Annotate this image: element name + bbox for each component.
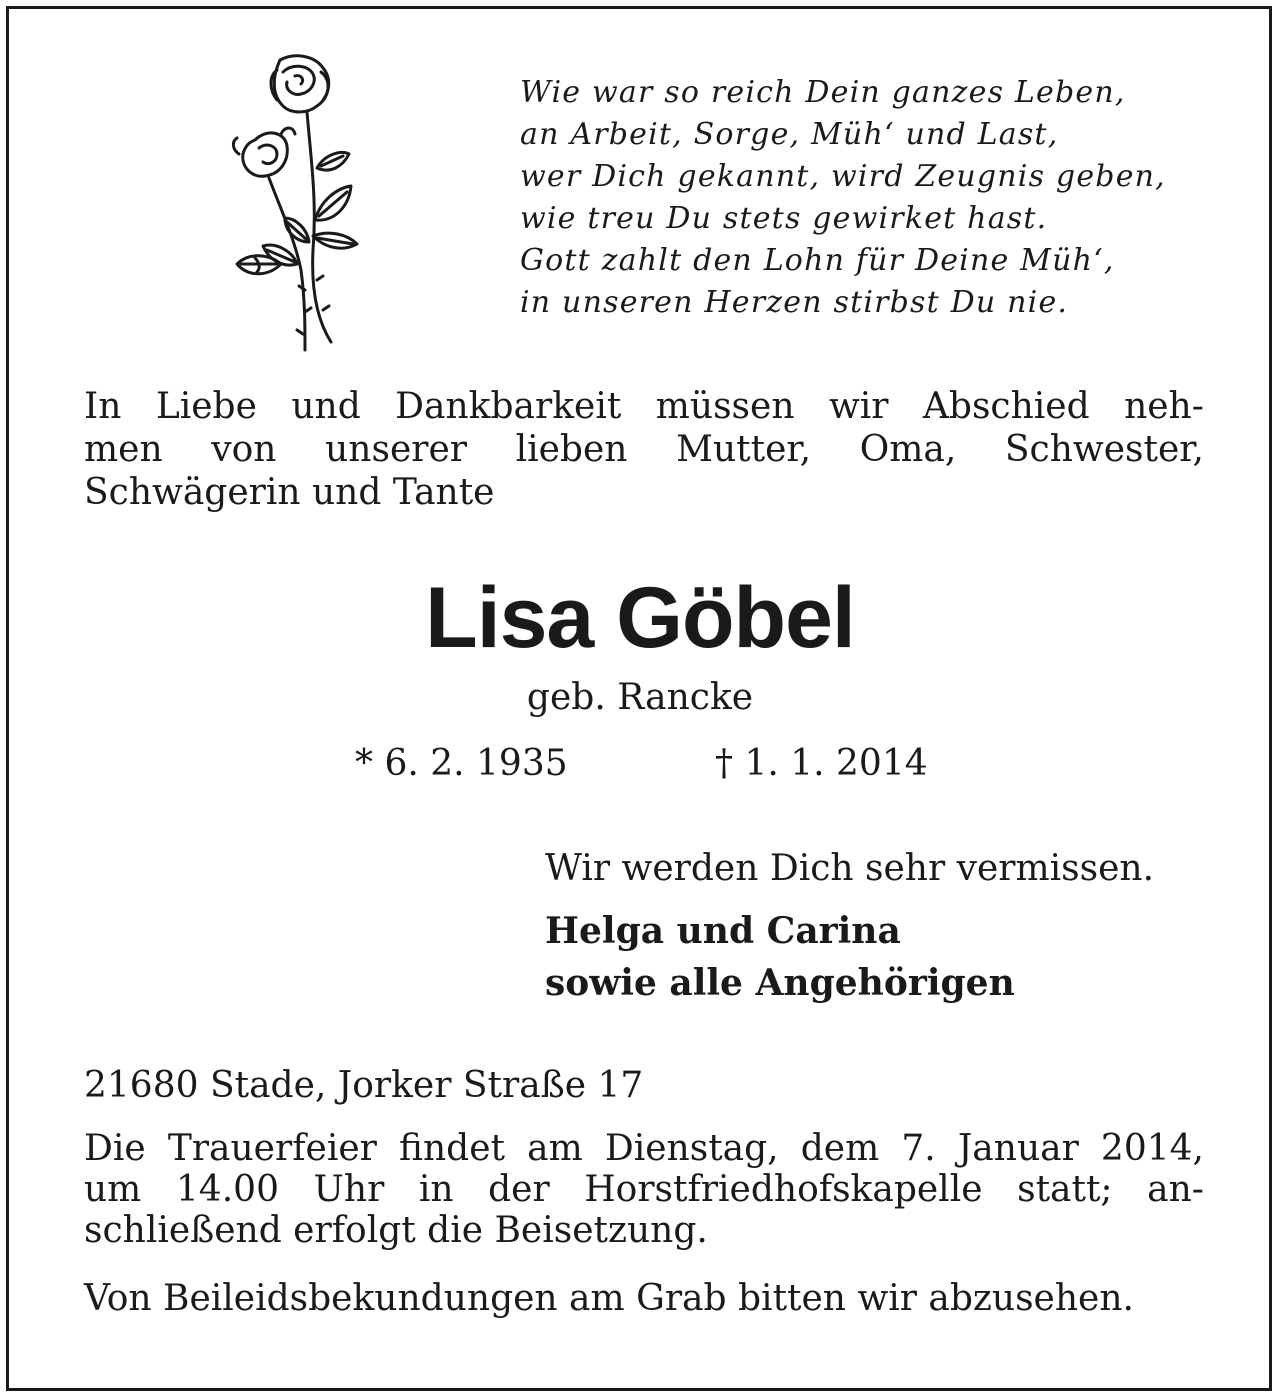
word: der — [488, 1169, 550, 1210]
signer-line: sowie alle Angehörigen — [545, 962, 1015, 1004]
word: und — [291, 386, 361, 427]
word: unserer — [325, 429, 467, 470]
intro-line-2 — [84, 428, 1204, 471]
birth-date: * 6. 2. 1935 — [355, 743, 568, 784]
word: Uhr — [313, 1169, 385, 1210]
address: 21680 Stade, Jorker Straße 17 — [84, 1065, 644, 1106]
poem-line: in unseren Herzen stirbst Du nie. — [520, 285, 1069, 320]
service-line-2 — [84, 1169, 1204, 1210]
word: Mutter, — [676, 429, 812, 470]
word: 2014, — [1100, 1128, 1204, 1169]
poem-line: wer Dich gekannt, wird Zeugnis geben, — [520, 159, 1166, 194]
word: 7. — [901, 1128, 936, 1169]
word: 14.00 — [175, 1169, 279, 1210]
word: Horstfriedhofskapelle — [584, 1169, 983, 1210]
word: am — [527, 1128, 583, 1169]
intro-paragraph — [84, 385, 1204, 514]
deceased-name: Lisa Göbel — [425, 570, 855, 666]
signers — [545, 905, 1015, 1009]
word: neh- — [1124, 386, 1204, 427]
poem-line: an Arbeit, Sorge, Müh‘ und Last, — [520, 117, 1059, 152]
word: von — [211, 429, 277, 470]
poem-line: Gott zahlt den Lohn für Deine Müh‘, — [520, 243, 1115, 278]
word: an- — [1147, 1169, 1204, 1210]
death-date: † 1. 1. 2014 — [715, 743, 928, 784]
word: Schwester, — [1004, 429, 1204, 470]
word: Trauerfeier — [167, 1128, 377, 1169]
word: wir — [828, 386, 889, 427]
poem-line: Wie war so reich Dein ganzes Leben, — [520, 75, 1126, 110]
word: um — [84, 1169, 142, 1210]
word: men — [84, 429, 163, 470]
word: müssen — [655, 386, 795, 427]
word: dem — [800, 1128, 880, 1169]
intro-line-3: Schwägerin und Tante — [84, 472, 495, 513]
word: Dankbarkeit — [395, 386, 622, 427]
word: Januar — [957, 1128, 1079, 1169]
service-line-3: schließend erfolgt die Beisetzung. — [84, 1210, 708, 1251]
rose-icon — [225, 50, 365, 360]
service-paragraph — [84, 1128, 1204, 1251]
word: lieben — [515, 429, 628, 470]
word: Dienstag, — [604, 1128, 779, 1169]
poem — [520, 72, 1240, 324]
word: Die — [84, 1128, 146, 1169]
word: In — [84, 386, 122, 427]
condolence-request: Von Beileidsbekundungen am Grab bitten wir abzusehen. — [84, 1278, 1134, 1319]
service-line-1 — [84, 1128, 1204, 1169]
signer-line: Helga und Carina — [545, 910, 901, 952]
farewell-message: Wir werden Dich sehr vermissen. — [545, 848, 1155, 889]
poem-line: wie treu Du stets gewirket hast. — [520, 201, 1048, 236]
word: Liebe — [155, 386, 257, 427]
word: in — [418, 1169, 454, 1210]
word: Oma, — [859, 429, 957, 470]
birth-name: geb. Rancke — [526, 677, 754, 718]
word: findet — [398, 1128, 505, 1169]
word: statt; — [1017, 1169, 1113, 1210]
word: Abschied — [922, 386, 1090, 427]
intro-line-1 — [84, 385, 1204, 428]
